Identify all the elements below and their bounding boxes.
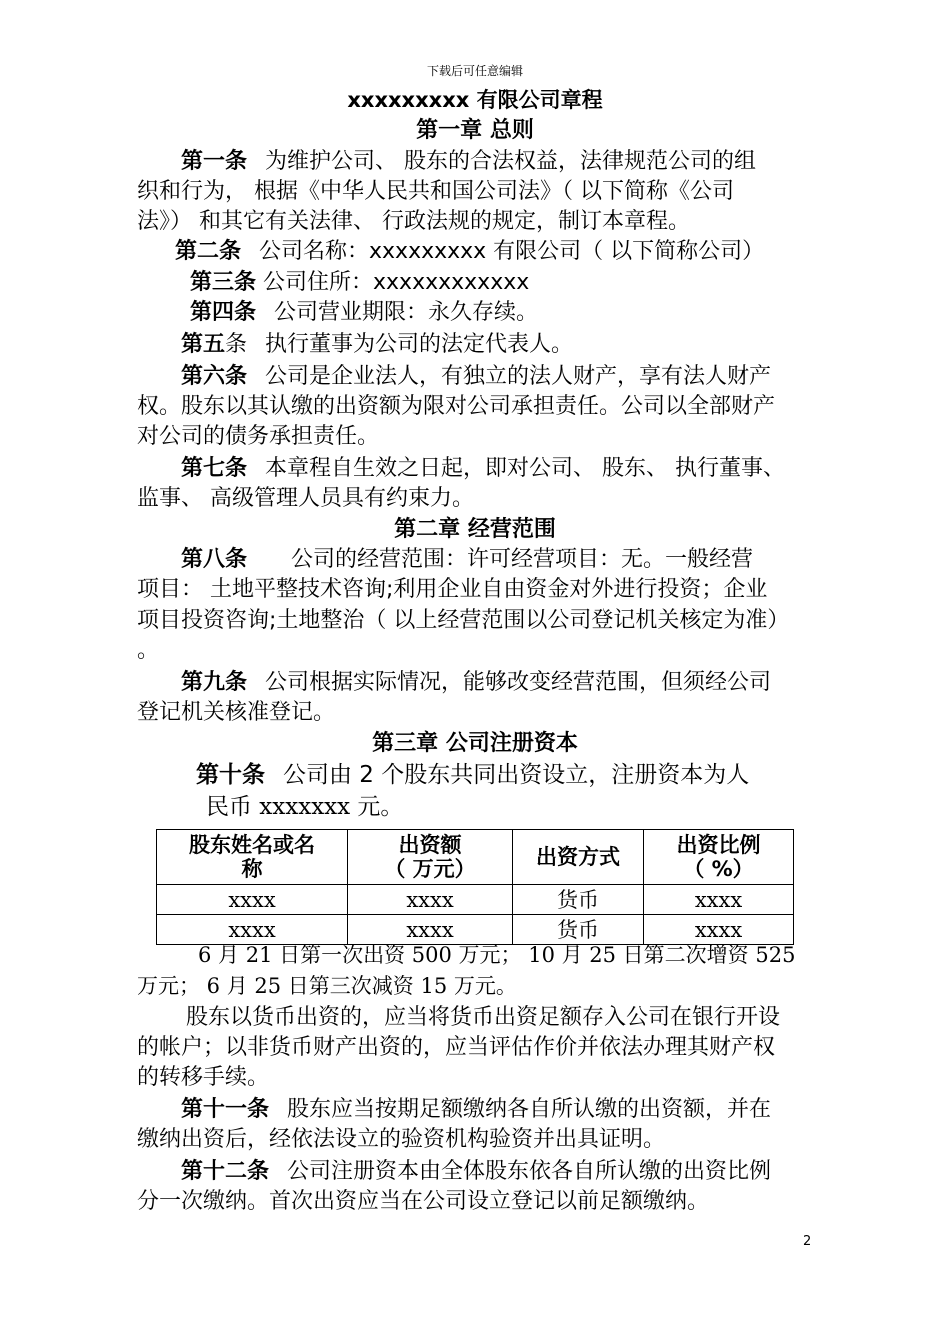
article-11-label: 第十一条: [181, 1097, 270, 1122]
article-5-label-rest: 条: [225, 332, 248, 357]
article-1-line-1: [181, 147, 756, 177]
article-2-line: [175, 237, 764, 267]
chapter-1-heading: 第一章 总则: [416, 118, 534, 143]
contribution-history-line-2: 万元； 6 月 25 日第三次减资 15 万元。: [137, 974, 517, 998]
header-amount: 出资额 （ 万元）: [348, 830, 513, 885]
cell-amount: xxxx: [348, 915, 513, 945]
article-2-label: 第二条: [175, 239, 242, 264]
article-6-line-1: [181, 362, 771, 392]
article-8-line-3: 项目投资咨询;土地整治（ 以上经营范围以公司登记机关核定为准）: [137, 608, 790, 633]
article-6-text-1: 公司是企业法人，有独立的法人财产，享有法人财产: [265, 364, 772, 389]
table-row: [157, 885, 794, 915]
article-8-text-1: 公司的经营范围：许可经营项目：无。一般经营: [291, 547, 754, 572]
cell-amount: xxxx: [348, 885, 513, 915]
header-shareholder: 股东姓名或名 称: [157, 830, 348, 885]
article-11-line-2: 缴纳出资后，经依法设立的验资机构验资并出具证明。: [137, 1127, 666, 1152]
article-12-line-2: 分一次缴纳。首次出资应当在公司设立登记以前足额缴纳。: [137, 1189, 710, 1214]
article-5-label: 第五: [181, 332, 226, 357]
article-10-line-2: 民币 xxxxxxx 元。: [206, 794, 404, 820]
page-number: 2: [803, 1234, 812, 1249]
article-9-line-1: [181, 668, 771, 698]
article-1-line-2: 织和行为， 根据《中华人民共和国公司法》（ 以下简称《公司: [137, 179, 734, 204]
article-9-line-2: 登记机关核准登记。: [137, 700, 336, 725]
article-9-label: 第九条: [181, 670, 248, 695]
article-4-line: [190, 298, 538, 328]
cell-ratio: xxxx: [644, 915, 794, 945]
article-4-label: 第四条: [190, 300, 257, 325]
article-4-text: 公司营业期限：永久存续。: [274, 300, 539, 325]
article-3-line: [190, 268, 529, 298]
article-11-line-1: [181, 1095, 771, 1125]
capital-table: [156, 829, 794, 945]
article-12-label: 第十二条: [181, 1159, 270, 1184]
money-paragraph-line-1: 股东以货币出资的，应当将货币出资足额存入公司在银行开设: [186, 1005, 781, 1030]
article-12-text-1: 公司注册资本由全体股东依各自所认缴的出资比例: [287, 1159, 772, 1184]
article-7-label: 第七条: [181, 456, 248, 481]
article-11-text-1: 股东应当按期足额缴纳各自所认缴的出资额，并在: [287, 1097, 772, 1122]
article-10-label: 第十条: [196, 762, 265, 788]
money-paragraph-line-2: 的帐户；以非货币财产出资的，应当评估作价并依法办理其财产权: [137, 1035, 776, 1060]
article-8-line-1: [181, 545, 753, 575]
cell-method: 货币: [513, 885, 644, 915]
cell-method: 货币: [513, 915, 644, 945]
contribution-history-line-1: 6 月 21 日第一次出资 500 万元； 10 月 25 日第二次增资 525: [198, 943, 796, 967]
article-2-text: 公司名称：xxxxxxxxx 有限公司（ 以下简称公司）: [259, 239, 765, 264]
cell-ratio: xxxx: [644, 885, 794, 915]
article-7-line-1: [181, 454, 785, 484]
article-6-line-3: 对公司的债务承担责任。: [137, 424, 380, 449]
cell-shareholder: xxxx: [157, 915, 348, 945]
article-6-line-2: 权。股东以其认缴的出资额为限对公司承担责任。公司以全部财产: [137, 394, 776, 419]
article-1-text-1: 为维护公司、 股东的合法权益，法律规范公司的组: [265, 149, 757, 174]
article-12-line-1: [181, 1157, 771, 1187]
article-8-line-2: 项目： 土地平整技术咨询;利用企业自由资金对外进行投资；企业: [137, 577, 768, 602]
header-method: 出资方式: [513, 830, 644, 885]
article-9-text-1: 公司根据实际情况，能够改变经营范围，但须经公司: [265, 670, 772, 695]
header-note: 下载后可任意编辑: [426, 64, 523, 78]
article-1-line-3: 法》） 和其它有关法律、 行政法规的规定，制订本章程。: [137, 209, 690, 234]
chapter-3-heading: 第三章 公司注册资本: [372, 731, 578, 756]
article-3-text: 公司住所：xxxxxxxxxxxx: [263, 270, 530, 295]
table-header-row: [157, 830, 794, 885]
header-ratio: 出资比例 （ %）: [644, 830, 794, 885]
article-10-line-1: [196, 760, 749, 790]
article-8-line-4: 。: [137, 638, 160, 663]
article-5-line: [181, 330, 573, 360]
article-7-line-2: 监事、 高级管理人员具有约束力。: [137, 486, 474, 511]
cell-shareholder: xxxx: [157, 885, 348, 915]
article-5-text: 执行董事为公司的法定代表人。: [265, 332, 574, 357]
article-7-text-1: 本章程自生效之日起，即对公司、 股东、 执行董事、: [265, 456, 786, 481]
article-3-label: 第三条: [190, 270, 257, 295]
chapter-2-heading: 第二章 经营范围: [394, 517, 556, 542]
document-title: xxxxxxxxx 有限公司章程: [347, 88, 603, 112]
article-8-label: 第八条: [181, 547, 248, 572]
article-1-label: 第一条: [181, 149, 248, 174]
money-paragraph-line-3: 的转移手续。: [137, 1065, 270, 1090]
article-6-label: 第六条: [181, 364, 248, 389]
article-10-text-1: 公司由 2 个股东共同出资设立，注册资本为人: [283, 762, 750, 788]
